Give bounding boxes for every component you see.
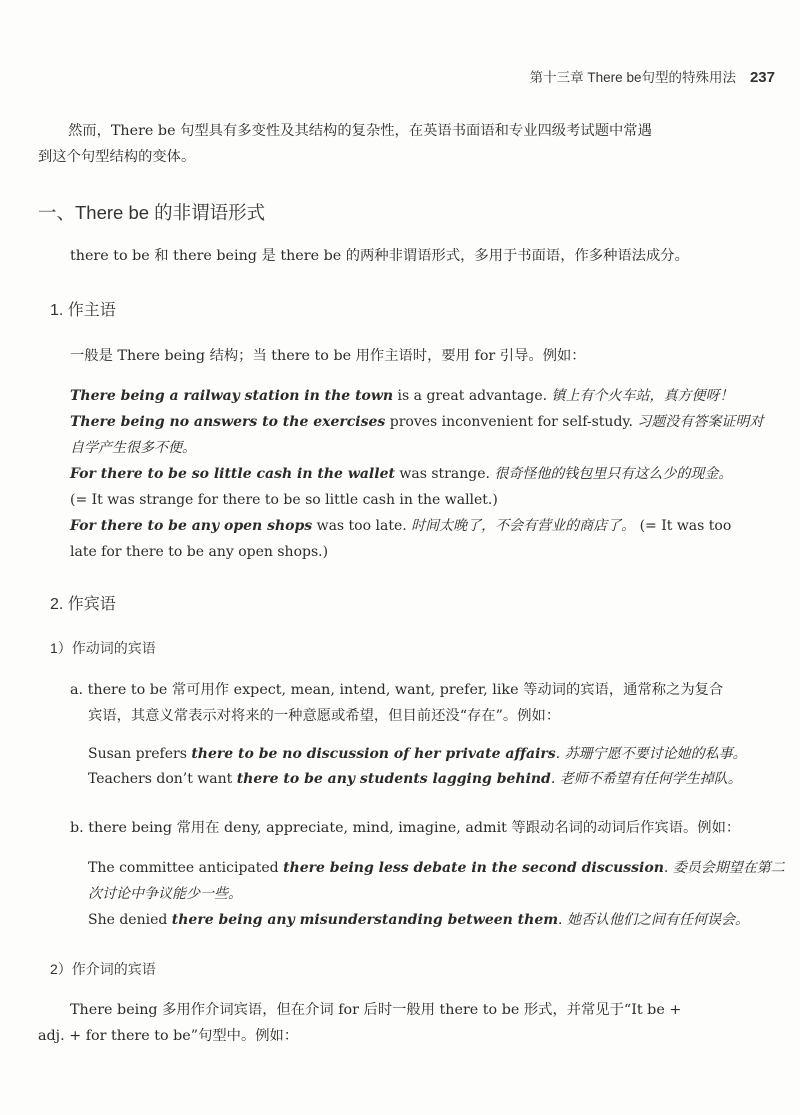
example-translation: 次讨论中争议能少一些。	[88, 886, 242, 902]
example-sentence: The committee anticipated there being less debate in the second discussion. 委员会期望在第二	[88, 860, 785, 876]
intro-line-2: 到这个句型结构的变体。	[38, 149, 196, 165]
item-heading-prep-object: 2）作介词的宾语	[50, 961, 156, 977]
example-translation: 自学产生很多不便。	[70, 440, 196, 456]
section-heading: 一、There be 的非谓语形式	[38, 202, 266, 223]
subsection-heading-subject: 1. 作主语	[50, 302, 116, 319]
rule-a-line-2: 宾语，其意义常表示对将来的一种意愿或希望，但目前还没“存在”。例如：	[88, 708, 561, 724]
example-paraphrase: late for there to be any open shops.)	[70, 544, 329, 560]
rule-c-line-2: adj. + for there to be”句型中。例如：	[38, 1028, 299, 1044]
item-heading-verb-object: 1）作动词的宾语	[50, 640, 156, 656]
running-header	[530, 66, 775, 86]
subject-rule: 一般是 There being 结构；当 there to be 用作主语时，要用 for 引导。例如：	[70, 348, 586, 364]
example-sentence: She denied there being any misunderstanding between them. 她否认他们之间有任何误会。	[88, 912, 749, 928]
example-sentence: Susan prefers there to be no discussion of her private affairs. 苏珊宁愿不要讨论她的私事。	[88, 746, 747, 762]
example-sentence: There being a railway station in the town is a great advantage. 镇上有个火车站，真方便呀！	[70, 388, 734, 404]
example-sentence: There being no answers to the exercises proves inconvenient for self-study. 习题没有答案证明对	[70, 414, 764, 430]
section-intro: there to be 和 there being 是 there be 的两种非谓语形式，多用于书面语，作多种语法成分。	[70, 248, 689, 264]
rule-c-line-1: There being 多用作介词宾语，但在介词 for 后时一般用 there to be 形式，并常见于“It be +	[70, 1002, 682, 1018]
example-sentence: Teachers don’t want there to be any students lagging behind. 老师不希望有任何学生掉队。	[88, 771, 742, 787]
example-sentence: For there to be so little cash in the wallet was strange. 很奇怪他的钱包里只有这么少的现金。	[70, 466, 733, 482]
page-number: 237	[749, 69, 775, 86]
rule-b-line-1: b. there being 常用在 deny, appreciate, mind, imagine, admit 等跟动名词的动词后作宾语。例如：	[70, 820, 741, 836]
rule-a-line-1: a. there to be 常可用作 expect, mean, intend, want, prefer, like 等动词的宾语，通常称之为复合	[70, 682, 724, 698]
example-sentence: For there to be any open shops was too late. 时间太晚了，不会有营业的商店了。 (= It was too	[70, 518, 732, 534]
intro-line-1: 然而，There be 句型具有多变性及其结构的复杂性，在英语书面语和专业四级考试题中常遇	[68, 123, 652, 139]
subsection-heading-object: 2. 作宾语	[50, 596, 116, 613]
chapter-title: 第十三章 There be句型的特殊用法	[529, 70, 736, 85]
example-paraphrase: (= It was strange for there to be so little cash in the wallet.)	[70, 492, 498, 508]
